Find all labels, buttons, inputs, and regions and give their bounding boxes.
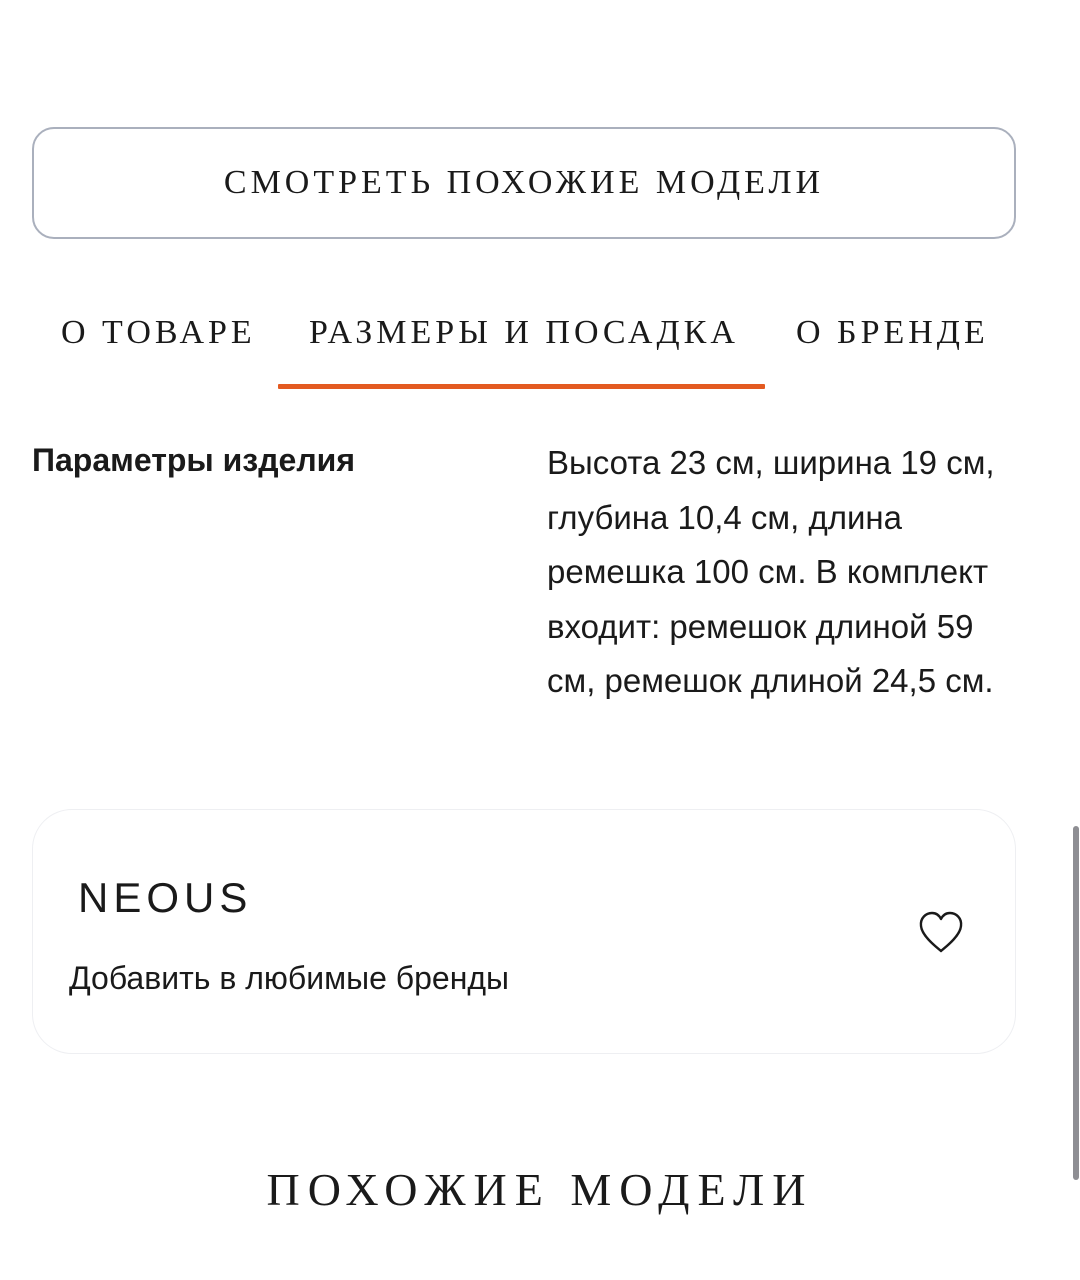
tab-sizes-and-fit[interactable]: РАЗМЕРЫ И ПОСАДКА [309, 314, 739, 351]
similar-models-section [0, 1145, 1080, 1215]
add-to-favorite-brands-link[interactable]: Добавить в любимые бренды [69, 960, 510, 996]
product-params-value: Высота 23 см, ширина 19 см, глубина 10,4 см, длина ремешка 100 см. В комплект входит: ремешок длиной 59 см, ремешок длиной 24,5 см. [547, 444, 995, 699]
tab-about-brand[interactable]: О БРЕНДЕ [796, 314, 989, 351]
scrollbar[interactable] [1073, 826, 1079, 1180]
heart-outline-icon[interactable] [917, 908, 965, 956]
brand-card [32, 809, 1016, 1054]
brand-logo[interactable]: NEOUS [78, 874, 253, 921]
similar-models-title: ПОХОЖИЕ МОДЕЛИ [266, 1164, 814, 1215]
view-similar-models-button[interactable]: СМОТРЕТЬ ПОХОЖИЕ МОДЕЛИ [32, 127, 1016, 239]
active-tab-indicator [278, 384, 765, 389]
product-params-label: Параметры изделия [32, 442, 355, 478]
product-tabs [0, 300, 1080, 395]
tab-about-product[interactable]: О ТОВАРЕ [61, 314, 256, 351]
